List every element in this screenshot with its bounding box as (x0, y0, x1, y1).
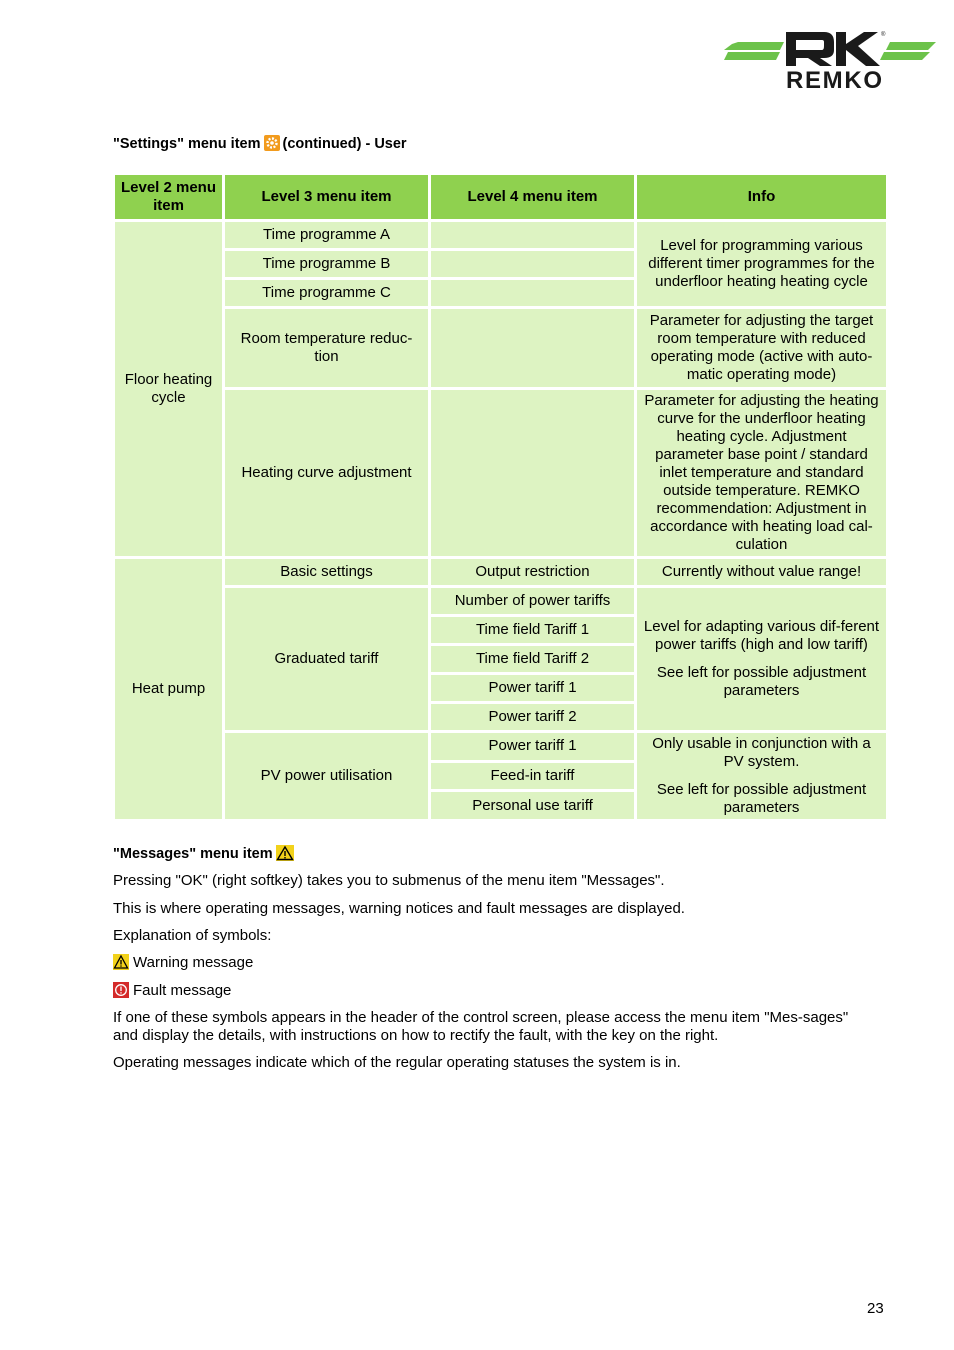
cell-empty (431, 309, 634, 387)
cell-programme-info: Level for programming various different timer programmes for the underfloor heating heating cycle (637, 222, 886, 306)
graduated-info-2: See left for possible adjustment parameters (656, 664, 867, 699)
pv-info-2: See left for possible adjustment parameters (656, 781, 867, 816)
cell-room-temp-info: Parameter for adjusting the target room temperature with reduced operating mode (active with auto-matic operating mode) (637, 309, 886, 387)
cell-empty (431, 222, 634, 248)
cell-grad-l4: Time field Tariff 2 (431, 646, 634, 672)
table-row (115, 733, 886, 760)
logo-text: REMKO (786, 67, 882, 94)
cell-grad-l4: Number of power tariffs (431, 588, 634, 614)
cell-heating-curve: Heating curve adjustment (225, 390, 428, 556)
settings-title (113, 135, 407, 152)
cell-time-programme-c: Time programme C (225, 280, 428, 306)
messages-paragraph-4: If one of these symbols appears in the header of the control screen, please access the menu item "Mes-sages" and display the details, with instructions on how to rectify the fault, with the key on the right. (113, 1009, 849, 1044)
fault-label: Fault message (133, 982, 232, 999)
cell-grad-l4: Time field Tariff 1 (431, 617, 634, 643)
cell-basic-settings: Basic settings (225, 559, 428, 585)
warning-legend (113, 954, 873, 972)
warning-label: Warning message (133, 954, 254, 971)
table-row (115, 309, 886, 387)
cell-output-restriction: Output restriction (431, 559, 634, 585)
cell-graduated-info (637, 588, 886, 730)
messages-paragraph-2: This is where operating messages, warning notices and fault messages are displayed. (113, 900, 685, 917)
cell-time-programme-a: Time programme A (225, 222, 428, 248)
cell-pv-info (637, 733, 886, 819)
cell-grad-l4: Power tariff 1 (431, 675, 634, 701)
cell-pv-utilisation: PV power utilisation (225, 733, 428, 819)
fault-legend (113, 982, 873, 1000)
cell-empty (431, 390, 634, 556)
fault-icon (113, 982, 129, 998)
cell-time-programme-b: Time programme B (225, 251, 428, 277)
header-level4: Level 4 menu item (431, 175, 634, 219)
settings-table (112, 172, 889, 822)
warning-icon (276, 845, 292, 861)
warning-icon (113, 954, 129, 970)
settings-title-prefix: "Settings" menu item (113, 136, 261, 152)
graduated-info-1: Level for adapting various dif-ferent power tariffs (high and low tariff) (643, 618, 880, 653)
page-number: 23 (867, 1300, 884, 1317)
table-row (115, 588, 886, 614)
messages-title-text: "Messages" menu item (113, 846, 273, 862)
svg-text:®: ® (881, 32, 886, 38)
gear-icon (264, 135, 280, 151)
messages-paragraph-1: Pressing "OK" (right softkey) takes you to submenus of the menu item "Messages". (113, 872, 665, 889)
cell-floor-heating-cycle: Floor heating cycle (115, 222, 222, 556)
messages-paragraph-3: Explanation of symbols: (113, 927, 272, 944)
cell-basic-info: Currently without value range! (637, 559, 886, 585)
messages-title (113, 845, 295, 862)
cell-heating-curve-info: Parameter for adjusting the heating curve for the underfloor heating heating cycle. Adjustment parameter base point / standard inlet temperature and standard outside temperature. REMKO recommendation: Adjustment in accordance with heating load cal-culation (637, 390, 886, 556)
header-level2: Level 2 menu item (115, 175, 222, 219)
cell-pv-l4: Personal use tariff (431, 792, 634, 819)
cell-empty (431, 251, 634, 277)
table-header-row (115, 175, 886, 219)
cell-pv-l4: Power tariff 1 (431, 733, 634, 760)
settings-title-suffix: (continued) - User (282, 136, 407, 152)
table-row (115, 390, 886, 556)
cell-heat-pump: Heat pump (115, 559, 222, 819)
cell-graduated-tariff: Graduated tariff (225, 588, 428, 730)
cell-pv-l4: Feed-in tariff (431, 763, 634, 790)
table-row (115, 222, 886, 248)
pv-info-1: Only usable in conjunction with a PV system. (652, 735, 871, 770)
cell-empty (431, 280, 634, 306)
table-row (115, 559, 886, 585)
remko-logo (724, 28, 936, 94)
header-info: Info (637, 175, 886, 219)
messages-paragraph-5: Operating messages indicate which of the regular operating statuses the system is in. (113, 1054, 681, 1071)
header-level3: Level 3 menu item (225, 175, 428, 219)
cell-grad-l4: Power tariff 2 (431, 704, 634, 730)
cell-room-temp-reduction: Room temperature reduc-tion (225, 309, 428, 387)
